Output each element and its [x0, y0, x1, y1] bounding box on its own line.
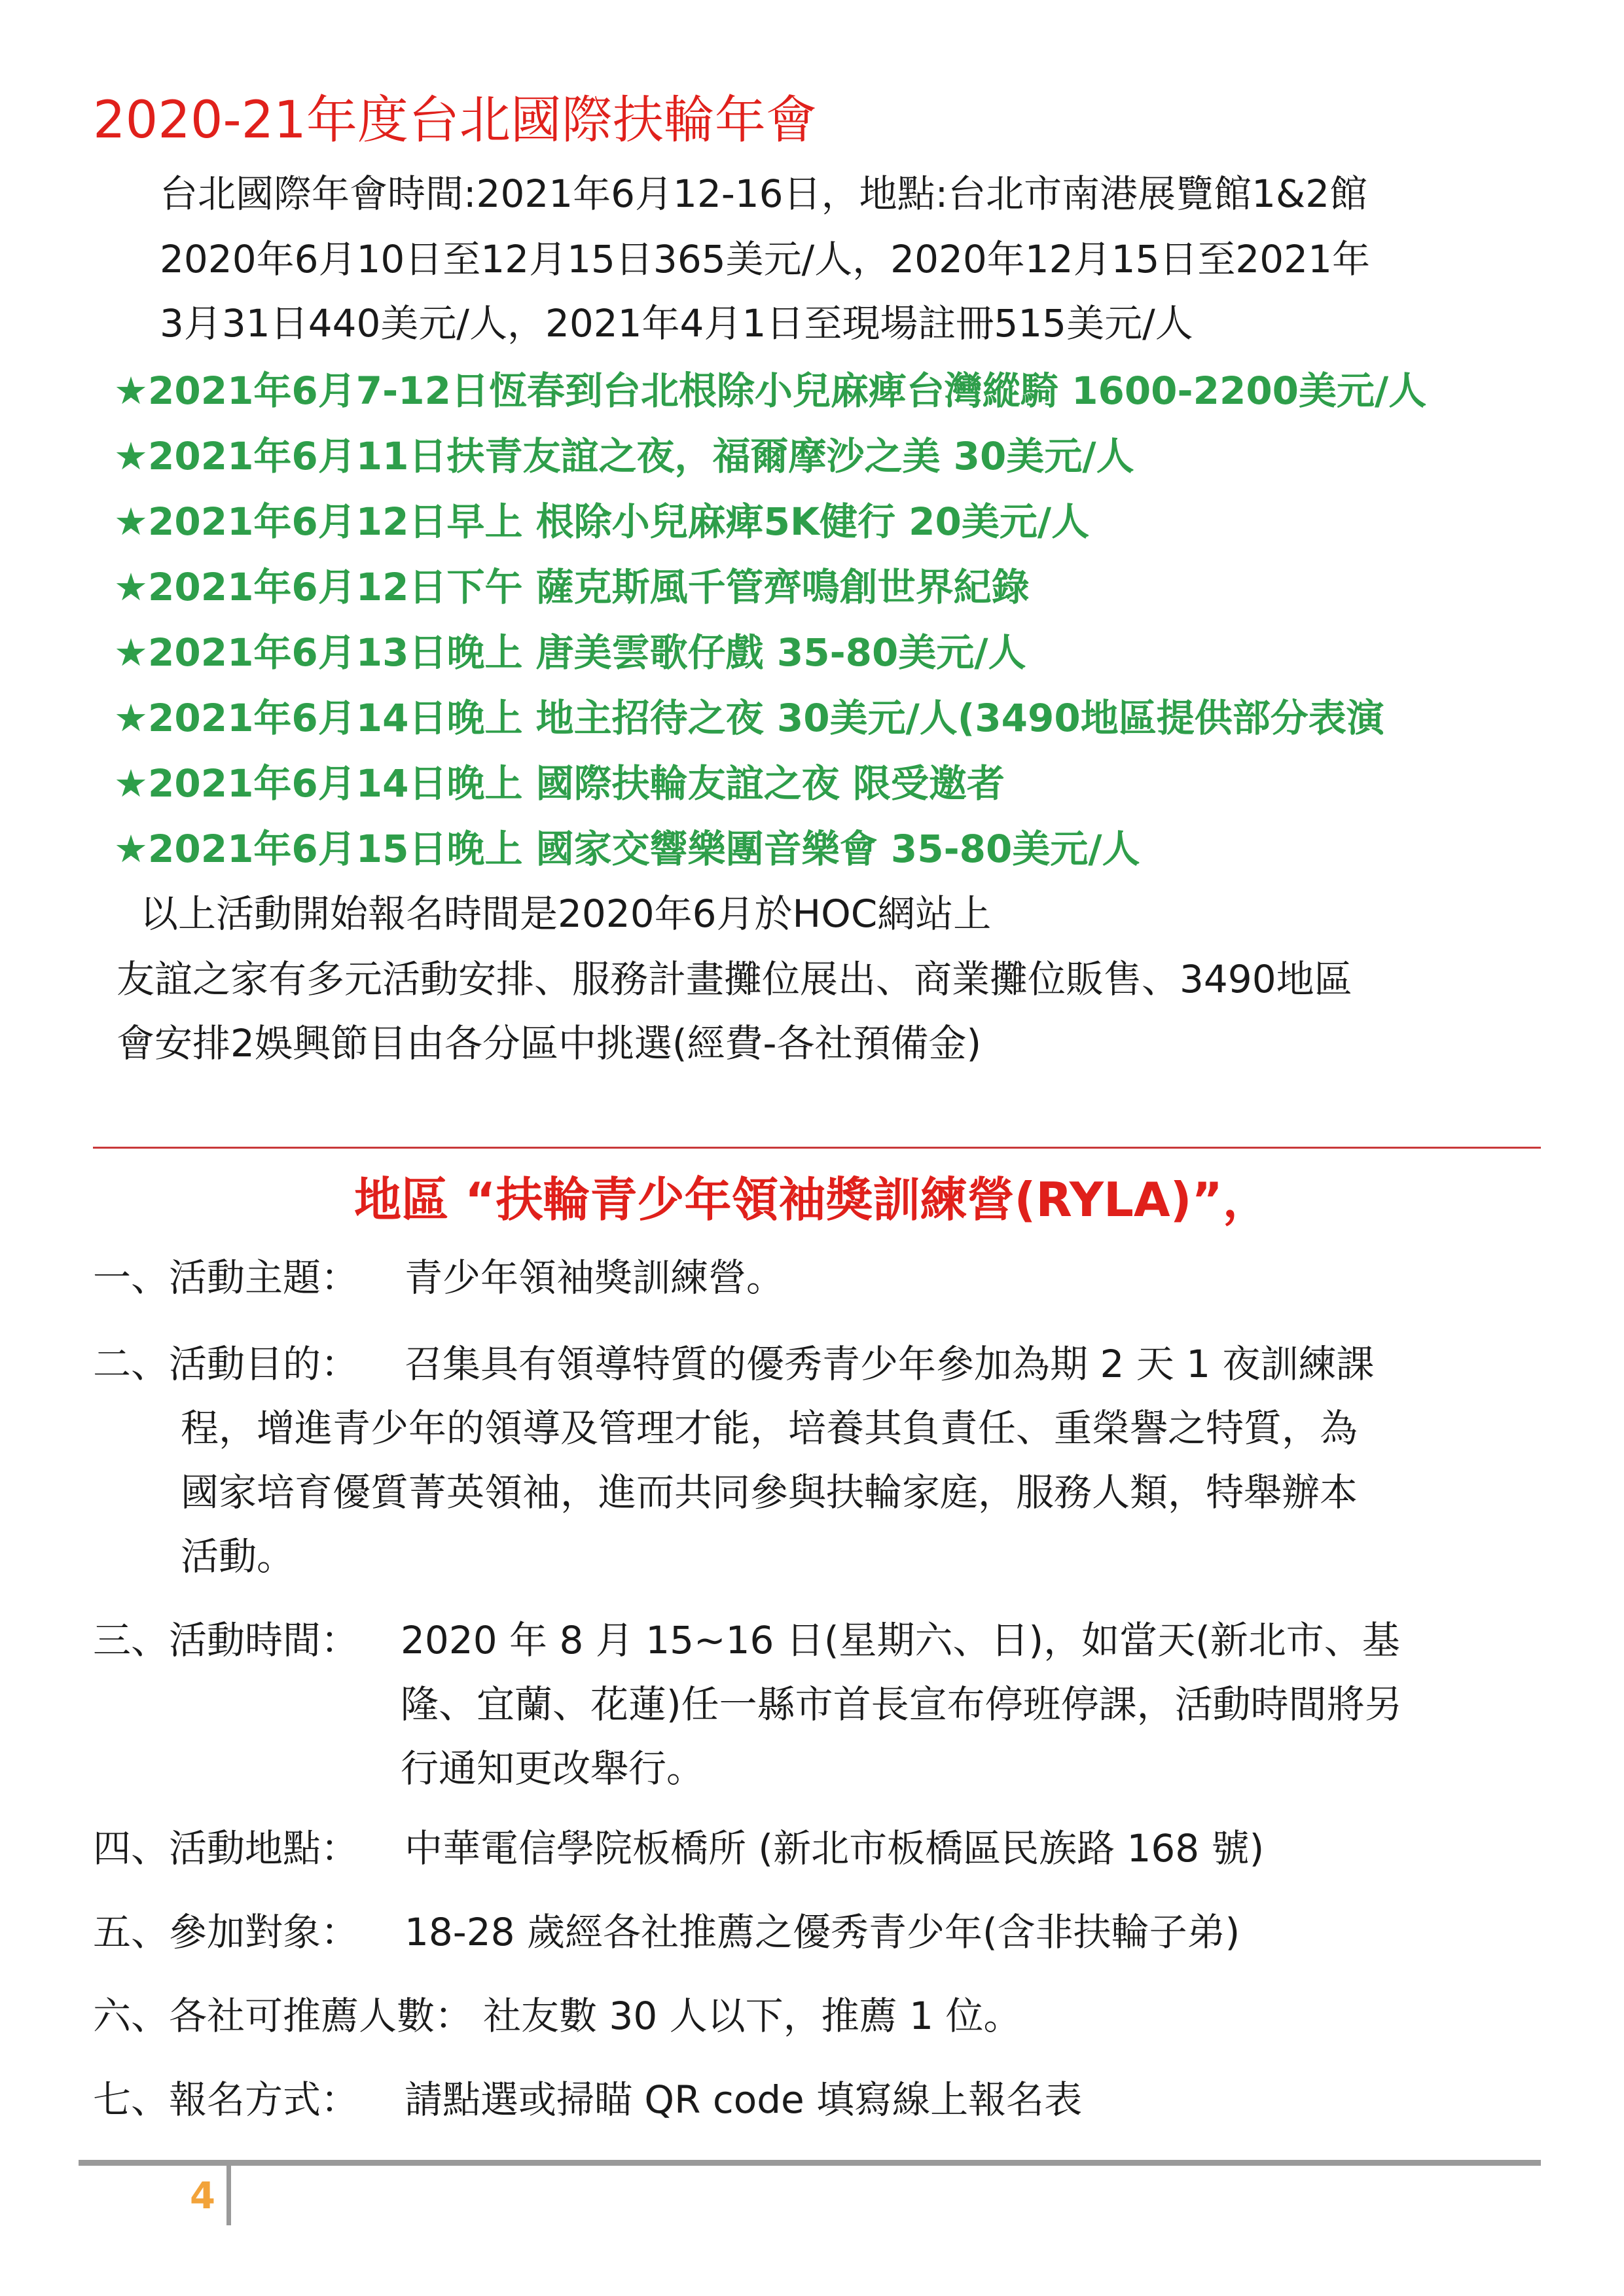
note-line-1: 以上活動開始報名時間是2020年6月於HOC網站上 — [140, 891, 992, 936]
ryla-item-3-label: 三、活動時間： — [93, 1618, 359, 1662]
event-line-6: ★2021年6月14日晚上 地主招待之夜 30美元/人(3490地區提供部分表演 — [114, 696, 1384, 740]
intro-line-2: 2020年6月10日至12月15日365美元/人，2020年12月15日至2021年 — [160, 237, 1370, 281]
section-divider — [93, 1147, 1541, 1149]
ryla-item-3-line-1: 2020 年 8 月 15~16 日(星期六、日)，如當天(新北市、基 — [401, 1618, 1400, 1662]
event-line-1: ★2021年6月7-12日恆春到台北根除小兒麻痺台灣縱騎 1600-2200美元/人 — [114, 368, 1427, 413]
ryla-item-4-text: 中華電信學院板橋所 (新北市板橋區民族路 168 號) — [405, 1826, 1265, 1871]
intro-line-3: 3月31日440美元/人，2021年4月1日至現場註冊515美元/人 — [160, 301, 1193, 346]
ryla-item-2-label: 二、活動目的： — [93, 1342, 359, 1386]
ryla-item-7-label: 七、報名方式： — [93, 2077, 359, 2122]
ryla-item-6-text: 社友數 30 人以下，推薦 1 位。 — [483, 1994, 1022, 2038]
ryla-item-1-label: 一、活動主題： — [93, 1255, 359, 1300]
ryla-item-5-text: 18-28 歲經各社推薦之優秀青少年(含非扶輪子弟) — [405, 1910, 1240, 1954]
ryla-title: 地區 “扶輪青少年領袖獎訓練營(RYLA)”， — [354, 1172, 1270, 1227]
ryla-item-2-line-2: 程，增進青少年的領導及管理才能，培養其負責任、重榮譽之特質，為 — [181, 1406, 1358, 1450]
footer-page-bar — [226, 2163, 231, 2225]
ryla-item-3-line-2: 隆、宜蘭、花蓮)任一縣市首長宣布停班停課，活動時間將另 — [401, 1682, 1403, 1727]
event-line-5: ★2021年6月13日晚上 唐美雲歌仔戲 35-80美元/人 — [114, 630, 1026, 675]
intro-line-1: 台北國際年會時間:2021年6月12-16日，地點:台北市南港展覽館1&2館 — [160, 171, 1368, 216]
event-line-7: ★2021年6月14日晚上 國際扶輪友誼之夜 限受邀者 — [114, 761, 1005, 806]
ryla-item-2-line-4: 活動。 — [181, 1534, 295, 1579]
ryla-item-5-label: 五、參加對象： — [93, 1910, 359, 1954]
ryla-item-2-line-1: 召集具有領導特質的優秀青少年參加為期 2 天 1 夜訓練課 — [405, 1342, 1375, 1386]
ryla-item-4-label: 四、活動地點： — [93, 1826, 359, 1871]
ryla-item-7-text: 請點選或掃瞄 QR code 填寫線上報名表 — [405, 2077, 1083, 2122]
event-line-8: ★2021年6月15日晚上 國家交響樂團音樂會 35-80美元/人 — [114, 827, 1140, 871]
page-number: 4 — [190, 2175, 215, 2217]
ryla-item-3-line-3: 行通知更改舉行。 — [401, 1746, 705, 1791]
event-line-2: ★2021年6月11日扶青友誼之夜，福爾摩沙之美 30美元/人 — [114, 434, 1134, 478]
ryla-item-6-label: 六、各社可推薦人數： — [93, 1994, 473, 2038]
page-title: 2020-21年度台北國際扶輪年會 — [93, 91, 817, 150]
note-line-2: 友誼之家有多元活動安排、服務計畫攤位展出、商業攤位販售、3490地區 — [117, 957, 1352, 1001]
ryla-item-2-line-3: 國家培育優質菁英領袖，進而共同參與扶輪家庭，服務人類，特舉辦本 — [181, 1470, 1358, 1515]
ryla-item-1-text: 青少年領袖獎訓練營。 — [405, 1255, 785, 1300]
footer-rule — [79, 2160, 1541, 2166]
event-line-4: ★2021年6月12日下午 薩克斯風千管齊鳴創世界紀錄 — [114, 565, 1030, 609]
event-line-3: ★2021年6月12日早上 根除小兒麻痺5K健行 20美元/人 — [114, 499, 1090, 544]
note-line-3: 會安排2娛興節目由各分區中挑選(經費-各社預備金) — [117, 1021, 982, 1066]
